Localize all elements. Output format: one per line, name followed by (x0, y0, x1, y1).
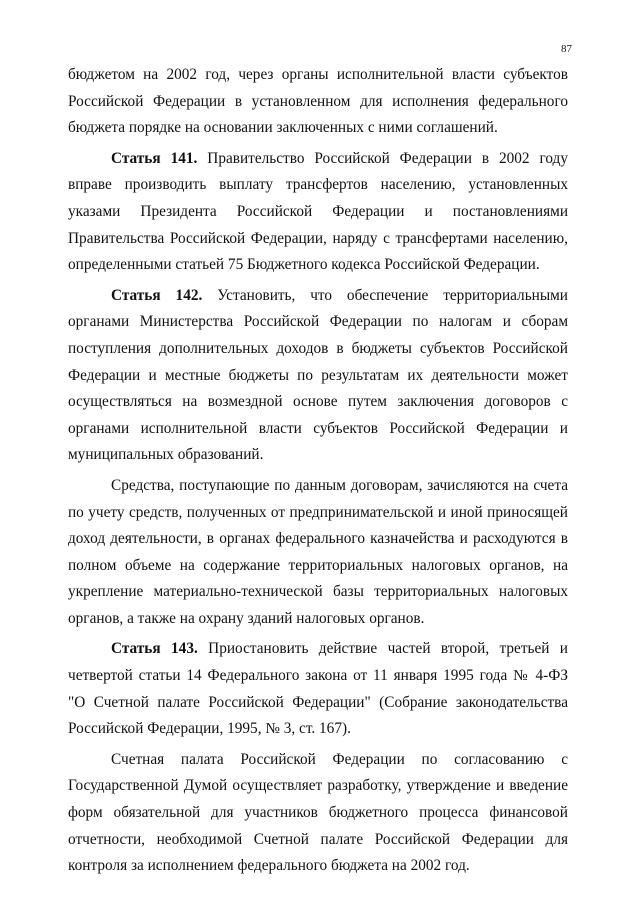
text-line: укрепление материально-технической базы территориальных налоговых (68, 583, 568, 601)
text-line: бюджета порядке на основании заключенных с ними соглашений. (68, 119, 498, 137)
text-line: четвертой статьи 14 Федерального закона от 11 января 1995 года № 4-ФЗ (68, 667, 568, 685)
text-line: поступления дополнительных доходов в бюджеты субъектов Российской (68, 339, 568, 357)
text-line: муниципальных образований. (68, 446, 264, 464)
text-line: по учету средств, полученных от предпринимательской и иной приносящей (68, 503, 568, 521)
article-heading: Статья 141. (111, 149, 198, 167)
text-line: Российской Федерации в установленном для исполнения федерального (68, 92, 568, 110)
paragraph-article-142 (68, 283, 568, 469)
page-number: 87 (561, 43, 572, 55)
paragraph-audit-chamber (68, 747, 568, 880)
text-line: определенными статьей 75 Бюджетного кодекса Российской Федерации. (68, 256, 540, 274)
text-line (68, 283, 568, 310)
paragraph-continuation (68, 62, 568, 142)
article-heading: Статья 143. (111, 640, 198, 658)
document-body (68, 62, 568, 880)
text-fragment: Приостановить действие частей второй, третьей и (208, 640, 568, 658)
text-line: Средства, поступающие по данным договорам, зачисляются на счета (111, 476, 568, 494)
text-line (68, 636, 568, 663)
text-line: указами Президента Российской Федерации и постановлениями (68, 202, 568, 220)
text-line: органами исполнительной власти субъектов Российской Федерации и (68, 419, 568, 437)
paragraph-article-143 (68, 636, 568, 742)
text-line: органами Министерства Российской Федерации по налогам и сборам (68, 313, 568, 331)
text-line: Правительства Российской Федерации, наряду с трансфертами населению, (68, 229, 568, 247)
paragraph-funds (68, 473, 568, 633)
text-line: форм обязательной для участников бюджетного процесса финансовой (68, 804, 568, 822)
text-line: Государственной Думой осуществляет разработку, утверждение и введение (68, 777, 568, 795)
text-line: доход деятельности, в органах федерального казначейства и расходуются в (68, 530, 568, 548)
text-line: отчетности, необходимой Счетной палате Российской Федерации для (68, 830, 568, 848)
text-line: осуществляться на возмездной основе путем заключения договоров с (68, 393, 568, 411)
text-line: Российской Федерации, 1995, № 3, ст. 167). (68, 720, 351, 738)
text-line: бюджетом на 2002 год, через органы исполнительной власти субъектов (68, 66, 568, 83)
paragraph-article-141 (68, 146, 568, 279)
text-line: Счетная палата Российской Федерации по согласованию с (111, 750, 568, 768)
text-fragment: Правительство Российской Федерации в 2002 году (207, 149, 568, 167)
text-fragment: Установить, что обеспечение территориальными (217, 286, 568, 304)
text-line: "О Счетной палате Российской Федерации" (Собрание законодательства (68, 693, 568, 711)
text-line: органов, а также на охрану зданий налоговых органов. (68, 609, 425, 627)
text-line: вправе производить выплату трансфертов населению, установленных (68, 176, 568, 194)
text-line: контроля за исполнением федерального бюджета на 2002 год. (68, 857, 470, 875)
text-line: Федерации и местные бюджеты по результатам их деятельности может (68, 366, 568, 384)
article-heading: Статья 142. (111, 286, 203, 304)
text-line (68, 146, 568, 173)
text-line: полном объеме на содержание территориальных налоговых органов, на (68, 556, 568, 574)
